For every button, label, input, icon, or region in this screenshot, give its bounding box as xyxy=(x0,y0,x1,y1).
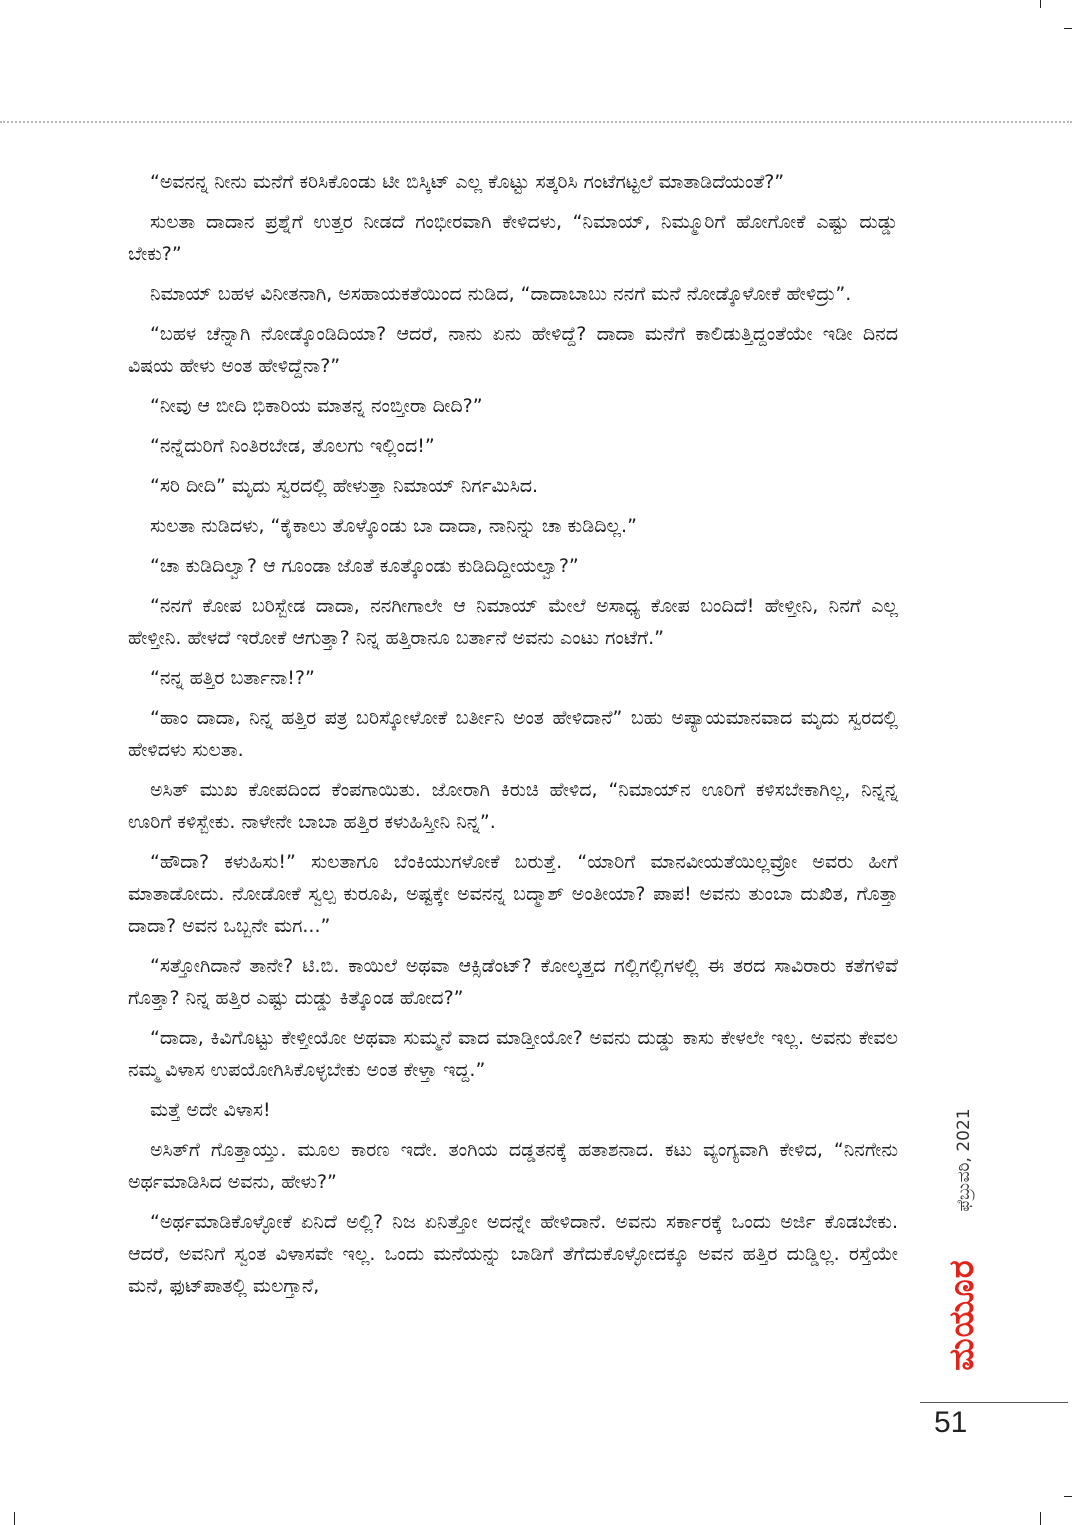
page-number: 51 xyxy=(934,1406,968,1439)
paragraph: “ನನ್ನೆದುರಿಗೆ ನಿಂತಿರಬೇಡ, ತೊಲಗು ಇಲ್ಲಿಂದ!” xyxy=(150,435,435,457)
paragraph: “ಬಹಳ ಚೆನ್ನಾಗಿ ನೋಡ್ಕೊಂಡಿದಿಯಾ? ಆದರೆ, ನಾನು ಏನು ಹೇಳಿದ್ದೆ? ದಾದಾ ಮನೆಗೆ ಕಾಲಿಡುತ್ತಿದ್ದಂತೆಯೇ ಇಡೀ ದಿನದ ವಿಷಯ ಹೇಳು ಅಂತ ಹೇಳಿದ್ದೆನಾ?” xyxy=(128,323,898,377)
story-text-column xyxy=(128,166,898,1310)
paragraph: “ದಾದಾ, ಕಿವಿಗೊಟ್ಟು ಕೇಳ್ತೀಯೋ ಅಥವಾ ಸುಮ್ಮನೆ ವಾದ ಮಾಡ್ತೀಯೋ? ಅವನು ದುಡ್ಡು ಕಾಸು ಕೇಳಲೇ ಇಲ್ಲ. ಅವನು ಕೇವಲ ನಮ್ಮ ವಿಳಾಸ ಉಪಯೋಗಿಸಿಕೊಳ್ಳಬೇಕು ಅಂತ ಕೇಳ್ತಾ ಇದ್ದ.” xyxy=(128,1027,898,1081)
paragraph: ಅಸಿತ್ ಮುಖ ಕೋಪದಿಂದ ಕೆಂಪಗಾಯಿತು. ಜೋರಾಗಿ ಕಿರುಚಿ ಹೇಳಿದ, “ನಿಮಾಯ್‌ನ ಊರಿಗೆ ಕಳಿಸಬೇಕಾಗಿಲ್ಲ, ನಿನ್ನನ್ನ ಊರಿಗೆ ಕಳಿಸ್ಬೇಕು. ನಾಳೇನೇ ಬಾಬಾ ಹತ್ತಿರ ಕಳುಹಿಸ್ತೀನಿ ನಿನ್ನ”. xyxy=(128,779,898,833)
paragraph: ಸುಲತಾ ನುಡಿದಳು, “ಕೈಕಾಲು ತೊಳ್ಕೊಂಡು ಬಾ ದಾದಾ, ನಾನಿನ್ನು ಚಾ ಕುಡಿದಿಲ್ಲ.” xyxy=(150,515,637,537)
paragraph: “ಚಾ ಕುಡಿದಿಲ್ವಾ? ಆ ಗೂಂಡಾ ಜೊತೆ ಕೂತ್ಕೊಂಡು ಕುಡಿದಿದ್ದೀಯಲ್ವಾ?” xyxy=(150,555,579,577)
crop-mark-bottom-left xyxy=(14,1512,15,1525)
paragraph: “ಹಾಂ ದಾದಾ, ನಿನ್ನ ಹತ್ತಿರ ಪತ್ರ ಬರಿಸ್ಕೋಳೋಕೆ ಬರ್ತೀನಿ ಅಂತ ಹೇಳಿದಾನೆ” ಬಹು ಅಪ್ಯಾಯಮಾನವಾದ ಮೃದು ಸ್ವರದಲ್ಲಿ ಹೇಳಿದಳು ಸುಲತಾ. xyxy=(128,707,898,761)
paragraph: “ನನ್ನ ಹತ್ತಿರ ಬರ್ತಾನಾ!?” xyxy=(150,667,315,689)
paragraph: ಅಸಿತ್‌ಗೆ ಗೊತ್ತಾಯ್ತು. ಮೂಲ ಕಾರಣ ಇದೇ. ತಂಗಿಯ ದಡ್ಡತನಕ್ಕೆ ಹತಾಶನಾದ. ಕಟು ವ್ಯಂಗ್ಯವಾಗಿ ಕೇಳಿದ, “ನಿನಗೇನು ಅರ್ಥಮಾಡಿಸಿದ ಅವನು, ಹೇಳು?” xyxy=(128,1139,898,1193)
issue-date xyxy=(944,1090,984,1230)
paragraph: “ಸತ್ತೋಗಿದಾನೆ ತಾನೇ? ಟಿ.ಬಿ. ಕಾಯಿಲೆ ಅಥವಾ ಆಕ್ಸಿಡೆಂಟ್? ಕೋಲ್ಕತ್ತದ ಗಲ್ಲಿಗಲ್ಲಿಗಳಲ್ಲಿ ಈ ತರದ ಸಾವಿರಾರು ಕತೆಗಳಿವೆ ಗೊತ್ತಾ? ನಿನ್ನ ಹತ್ತಿರ ಎಷ್ಟು ದುಡ್ಡು ಕಿತ್ಕೊಂಡ ಹೋದ?” xyxy=(128,955,898,1009)
crop-mark-top-right-side xyxy=(1064,28,1072,29)
paragraph: “ಹೌದಾ? ಕಳುಹಿಸು!” ಸುಲತಾಗೂ ಬೆಂಕಿಯುಗಳೋಕೆ ಬರುತ್ತೆ. “ಯಾರಿಗೆ ಮಾನವೀಯತೆಯಿಲ್ಲವ್ರೋ ಅವರು ಹೀಗೆ ಮಾತಾಡೋದು. ನೋಡೋಕೆ ಸ್ವಲ್ಪ ಕುರೂಪಿ, ಅಷ್ಟಕ್ಕೇ ಅವನನ್ನ ಬದ್ಮಾಶ್ ಅಂತೀಯಾ? ಪಾಪ! ಅವನು ತುಂಬಾ ದುಖಿತ, ಗೊತ್ತಾ ದಾದಾ? ಅವನ ಒಬ್ಬನೇ ಮಗ...” xyxy=(128,851,898,937)
paragraph: “ನನಗೆ ಕೋಪ ಬರಿಸ್ಬೇಡ ದಾದಾ, ನನಗೀಗಾಲೇ ಆ ನಿಮಾಯ್ ಮೇಲೆ ಅಸಾಧ್ಯ ಕೋಪ ಬಂದಿದೆ! ಹೇಳ್ತೀನಿ, ನಿನಗೆ ಎಲ್ಲ ಹೇಳ್ತೀನಿ. ಹೇಳದೆ ಇರೋಕೆ ಆಗುತ್ತಾ? ನಿನ್ನ ಹತ್ತಿರಾನೂ ಬರ್ತಾನೆ ಅವನು ಎಂಟು ಗಂಟೆಗೆ.” xyxy=(128,595,898,649)
paragraph: “ಅರ್ಥಮಾಡಿಕೊಳ್ಳೋಕೆ ಏನಿದೆ ಅಲ್ಲಿ? ನಿಜ ಏನಿತ್ತೋ ಅದನ್ನೇ ಹೇಳಿದಾನೆ. ಅವನು ಸರ್ಕಾರಕ್ಕೆ ಒಂದು ಅರ್ಜಿ ಕೊಡಬೇಕು. ಆದರೆ, ಅವನಿಗೆ ಸ್ವಂತ ವಿಳಾಸವೇ ಇಲ್ಲ. ಒಂದು ಮನೆಯನ್ನು ಬಾಡಿಗೆ ತೆಗೆದುಕೊಳ್ಳೋದಕ್ಕೂ ಅವನ ಹತ್ತಿರ ದುಡ್ಡಿಲ್ಲ. ರಸ್ತೆಯೇ ಮನೆ, ಫುಟ್‌ಪಾತಲ್ಲಿ ಮಲಗ್ತಾನೆ, xyxy=(128,1211,898,1297)
paragraph: ನಿಮಾಯ್ ಬಹಳ ವಿನೀತನಾಗಿ, ಅಸಹಾಯಕತೆಯಿಂದ ನುಡಿದ, “ದಾದಾಬಾಬು ನನಗೆ ಮನೆ ನೋಡ್ಕೊಳೋಕೆ ಹೇಳಿದ್ರು”. xyxy=(150,283,852,305)
paragraph: “ಸರಿ ದೀದಿ” ಮೃದು ಸ್ವರದಲ್ಲಿ ಹೇಳುತ್ತಾ ನಿಮಾಯ್ ನಿರ್ಗಮಿಸಿದ. xyxy=(150,475,539,497)
crop-mark-bottom-right-side xyxy=(1064,1496,1072,1497)
magazine-logo xyxy=(934,1240,990,1390)
paragraph: ಸುಲತಾ ದಾದಾನ ಪ್ರಶ್ನೆಗೆ ಉತ್ತರ ನೀಡದೆ ಗಂಭೀರವಾಗಿ ಕೇಳಿದಳು, “ನಿಮಾಯ್, ನಿಮ್ಮೂರಿಗೆ ಹೋಗೋಕೆ ಎಷ್ಟು ದುಡ್ಡು ಬೇಕು?” xyxy=(128,211,898,265)
header-dotted-rule xyxy=(0,121,1072,123)
page-number-rule xyxy=(920,1402,1068,1403)
paragraph: “ನೀವು ಆ ಬೀದಿ ಭಿಕಾರಿಯ ಮಾತನ್ನ ನಂಬ್ತೀರಾ ದೀದಿ?” xyxy=(150,395,483,417)
issue-date-text: ಫೆಬ್ರುವರಿ, 2021 xyxy=(954,1108,974,1212)
magazine-logo-text: ಮಯೂರ xyxy=(942,1259,982,1371)
paragraph: “ಅವನನ್ನ ನೀನು ಮನೆಗೆ ಕರಿಸಿಕೊಂಡು ಟೀ ಬಿಸ್ಕಿಟ್ ಎಲ್ಲ ಕೊಟ್ಟು ಸತ್ಕರಿಸಿ ಗಂಟೆಗಟ್ಟಲೆ ಮಾತಾಡಿದೆಯಂತೆ?” xyxy=(150,171,785,193)
paragraph: ಮತ್ತೆ ಅದೇ ವಿಳಾಸ! xyxy=(150,1099,271,1121)
crop-mark-top-right xyxy=(1040,0,1041,8)
crop-mark-bottom-right xyxy=(1040,1512,1041,1525)
